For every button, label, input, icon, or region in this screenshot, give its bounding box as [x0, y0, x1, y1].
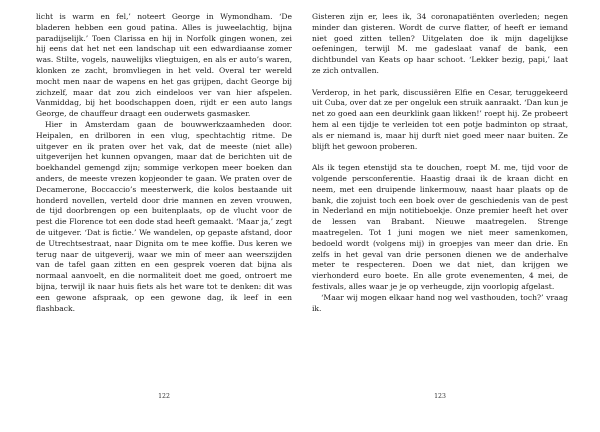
- paragraph: Gisteren zijn er, lees ik, 34 coronapatiënten overleden; negen minder dan gisteren. Wordt de curve flatter, of heeft er iemand niet goed zitten tellen? Uitgelaten doe ik mijn dagelijkse oefeningen, terwijl M. me gadeslaat vanaf de bank, een dichtbundel van Keats op haar schoot. ‘Lekker bezig, papi,’ laat ze zich ontvallen.: [312, 12, 568, 75]
- page-number-left: 122: [158, 393, 170, 400]
- paragraph: Hier in Amsterdam gaan de bouwwerkzaamheden door. Heipalen, en drilboren in een vlug, spechtachtig ritme. De uitgever en ik praten over het vak, dat de meeste (niet alle) uitgeverijen het kunnen opvangen, maar dat de berichten uit de boekhandel gemengd zijn; sommige verkopen meer boeken dan anders, de meeste vrezen kopjeonder te gaan. We praten over de Decamerone, Boccaccio’s meesterwerk, die kolos bestaande uit honderd novellen, verteld door drie mannen en zeven vrouwen, de tijd doorbrengen op een buitenplaats, op de vlucht voor de pest die Florence tot een dode stad heeft gemaakt. ‘Maar ja,’ zegt de uitgever. ‘Dat is fictie.’ We wandelen, op gepaste afstand, door de Utrechtsestraat, naar Dignita om te mee koffie. Dus keren we terug naar de uitgeverij, waar we min of meer aan weerszijden van de tafel gaan zitten en een gesprek voeren dat bijna als normaal aanvoelt, en die normaliteit doet me goed, ontroert me bijna, terwijl ik naar huis fiets als het ware tot te denken: dit was een gewone afspraak, op een gewone dag, ik leef in een flashback.: [36, 119, 292, 313]
- left-page: [36, 12, 292, 314]
- left-page-text: [36, 12, 292, 314]
- paragraph: ‘Maar wij mogen elkaar hand nog wel vasthouden, toch?’ vraag ik.: [312, 292, 568, 313]
- right-page-text: [312, 12, 568, 314]
- paragraph: Als ik tegen etenstijd sta te douchen, roept M. me, tijd voor de volgende persconferentie. Haastig draai ik de kraan dicht en neem, met een druipende linkermouw, naast haar plaats op de bank, die zojuist toch een boek over de geschiedenis van de pest in Nederland en mijn notitieboekje. Onze premier heeft het over de lessen van Brabant. Nieuwe maatregelen. Strenge maatregelen. Tot 1 juni mogen we niet meer samenkomen, bedoeld wordt (volgens mij) in groepjes van meer dan drie. En zelfs in het geval van drie personen dienen we de anderhalve meter te respecteren. Doen we dat niet, dan krijgen we vierhonderd euro boete. En alle grote evenementen, 4 mei, de festivals, alles waar je je op verheugde, zijn voorlopig afgelast.: [312, 163, 568, 291]
- paragraph: Verderop, in het park, discussiëren Elfie en Cesar, teruggekeerd uit Cuba, over dat ze per ongeluk een struik aanraakt. ‘Dan kun je net zo goed aan een deurklink gaan likken!’ roept hij. Ze probeert hem al een tijdje te verleiden tot een potje badminton op straat, als er niemand is, maar hij durft niet goed meer naar buiten. Ze blijft het gewoon proberen.: [312, 87, 568, 151]
- right-page: [312, 12, 568, 314]
- page-number-right: 123: [434, 393, 446, 400]
- paragraph: licht is warm en fel,’ noteert George in Wymondham. ‘De bladeren hebben een goud patina. Alles is juweelachtig, bijna paradijselijk.’ Toen Clarissa en hij in Norfolk gingen wonen, zei hij eens dat het net een landschap uit een edwardiaanse zomer was. Stilte, vogels, nauwelijks vliegtuigen, en als er auto’s waren, klonken ze zacht, bromvliegen in het veld. Overal ter wereld mocht men naar de wapens en het gas grijpen, dacht George bij zichzelf, maar dat zou zich eindeloos ver van hier afspelen. Vanmiddag, bij het boodschappen doen, rijdt er een auto langs George, de chauffeur draagt een ouderwets gasmasker.: [36, 12, 292, 119]
